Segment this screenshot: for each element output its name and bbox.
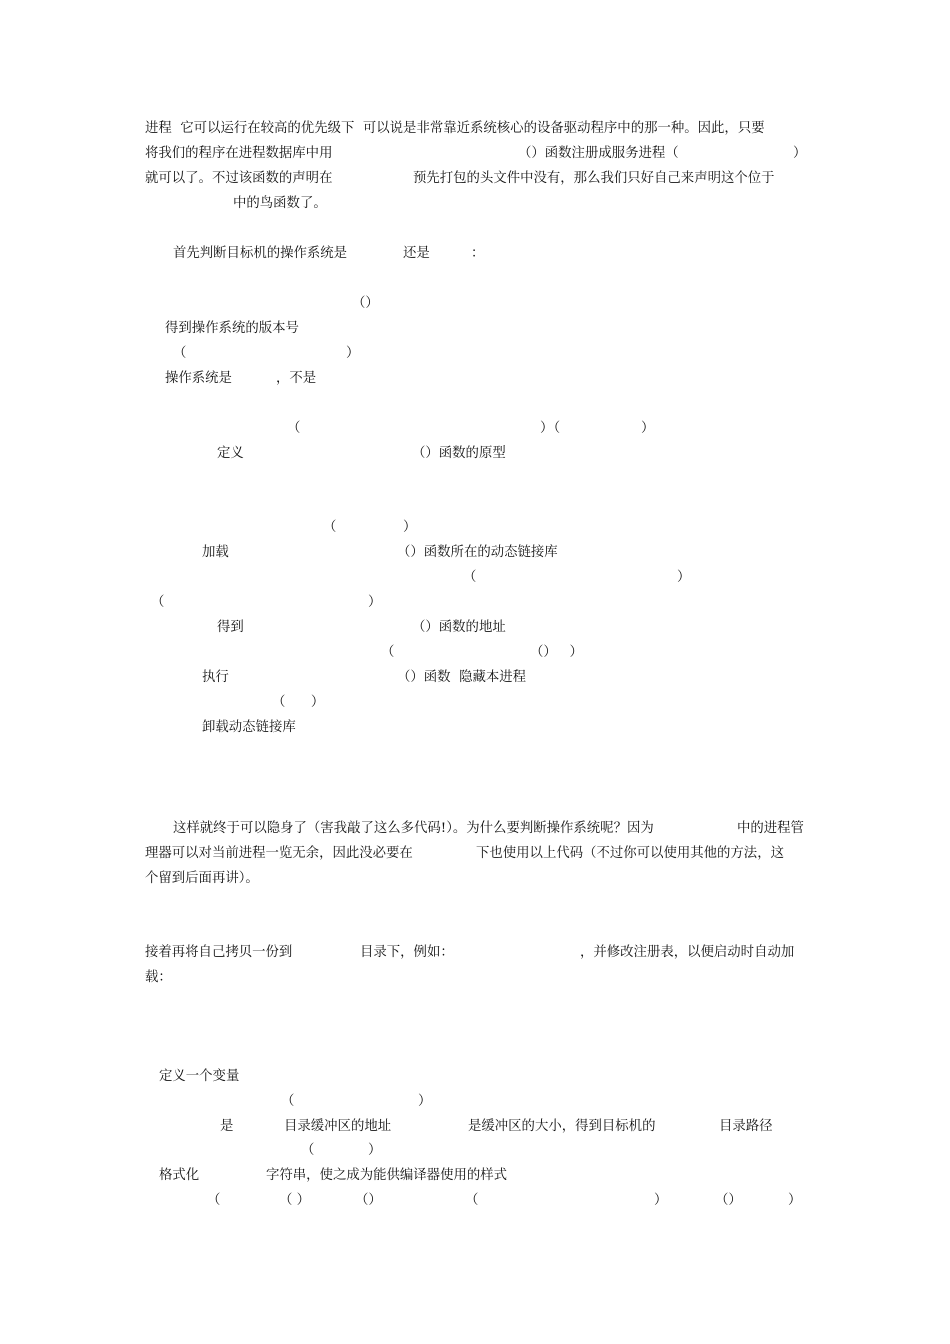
code1-paren3-close: ） (641, 421, 655, 436)
paragraph2-line2-b: 下也使用以上代码（不过你可以使用其他的方法，这 (476, 846, 784, 861)
code2-paren1-open: （ (281, 1094, 295, 1109)
paragraph3-line1-b: 目录下，例如： (360, 945, 454, 960)
code2-is: 是 (220, 1119, 234, 1134)
code2-buf-size: 是缓冲区的大小，得到目标机的 (468, 1119, 656, 1134)
os-check-line-a: 首先判断目标机的操作系统是 (173, 246, 348, 261)
code1-paren3-mid: ）（ (540, 421, 561, 436)
code1-paren2-close: ） (346, 346, 360, 361)
paragraph1-line3-b: 预先打包的头文件中没有，那么我们只好自己来声明这个位于 (413, 171, 775, 186)
code2-format: 格式化 (159, 1168, 200, 1183)
code2-dir-path: 目录路径 (719, 1119, 773, 1134)
paragraph2-line3: 个留到后面再讲）。 (145, 871, 259, 886)
paragraph1-line4: 中的鸟函数了。 (233, 196, 327, 211)
code1-proto: （）函数的原型 (412, 446, 506, 461)
code1-comment-version: 得到操作系统的版本号 (165, 321, 299, 336)
code1-paren5-close: ） (677, 570, 691, 585)
code1-paren6-open: （ (151, 595, 165, 610)
code2-paren2-close: ） (368, 1143, 382, 1158)
code2-p3f: （） (715, 1193, 742, 1208)
paragraph1-line1: 进程 它可以运行在较高的优先级下 可以说是非常靠近系统核心的设备驱动程序中的那一种。因此，只要 (145, 121, 765, 136)
code1-unload: 卸载动态链接库 (202, 720, 296, 735)
paragraph3-line2: 载： (145, 970, 172, 985)
code2-p3g: ） (788, 1193, 802, 1208)
code2-paren1-close: ） (418, 1094, 432, 1109)
paragraph3-line1-a: 接着再将自己拷贝一份到 (145, 945, 293, 960)
paragraph2-line1-b: 中的进程管 (737, 821, 804, 836)
code1-define: 定义 (217, 446, 244, 461)
code1-paren8: （ ） (272, 695, 325, 710)
paragraph1-line2-a: 将我们的程序在进程数据库中用 (145, 146, 333, 161)
code1-paren1: （） (352, 296, 379, 311)
code2-format-rest: 字符串，使之成为能供编译器使用的样式 (266, 1168, 508, 1183)
code2-define-var: 定义一个变量 (159, 1069, 240, 1084)
code2-p3d: （ (465, 1193, 479, 1208)
paragraph1-line3-a: 就可以了。不过该函数的声明在 (145, 171, 333, 186)
paragraph2-line1-a: 这样就终于可以隐身了（害我敲了这么多代码!）。为什么要判断操作系统呢？因为 (173, 821, 654, 836)
paragraph2-line2-a: 理器可以对当前进程一览无余，因此没必要在 (145, 846, 413, 861)
code1-paren7-open: （ (381, 645, 395, 660)
code1-paren5-open: （ (463, 570, 477, 585)
code1-addr: （）函数的地址 (412, 620, 506, 635)
code1-os-is: 操作系统是 (165, 371, 232, 386)
code1-exec: 执行 (202, 670, 229, 685)
code2-p3e: ） (654, 1193, 668, 1208)
code1-load: 加载 (202, 545, 229, 560)
paragraph1-line2-b: （）函数注册成服务进程（ (518, 146, 679, 161)
code2-p3c: （） (355, 1193, 382, 1208)
code1-paren4-close: ） (403, 520, 417, 535)
code1-paren2-open: （ (173, 346, 187, 361)
code1-hide: （）函数 隐藏本进程 (397, 670, 527, 685)
code1-not: ，不是 (276, 371, 317, 386)
code2-paren2-open: （ (301, 1143, 315, 1158)
code1-paren7-close: （） ） (530, 645, 583, 660)
os-check-line-c: ： (471, 246, 485, 261)
paragraph3-line1-c: ，并修改注册表，以便启动时自动加 (580, 945, 795, 960)
code2-buf-addr: 目录缓冲区的地址 (284, 1119, 392, 1134)
os-check-line-b: 还是 (403, 246, 430, 261)
code2-p3a: （ (207, 1193, 221, 1208)
code1-dll: （）函数所在的动态链接库 (397, 545, 558, 560)
code1-paren6-close: ） (368, 595, 382, 610)
code1-get: 得到 (217, 620, 244, 635)
code1-paren3-open: （ (287, 421, 301, 436)
code1-paren4-open: （ (323, 520, 337, 535)
code2-p3b: （ ） (279, 1193, 311, 1208)
paragraph1-line2-c: ） (793, 146, 807, 161)
